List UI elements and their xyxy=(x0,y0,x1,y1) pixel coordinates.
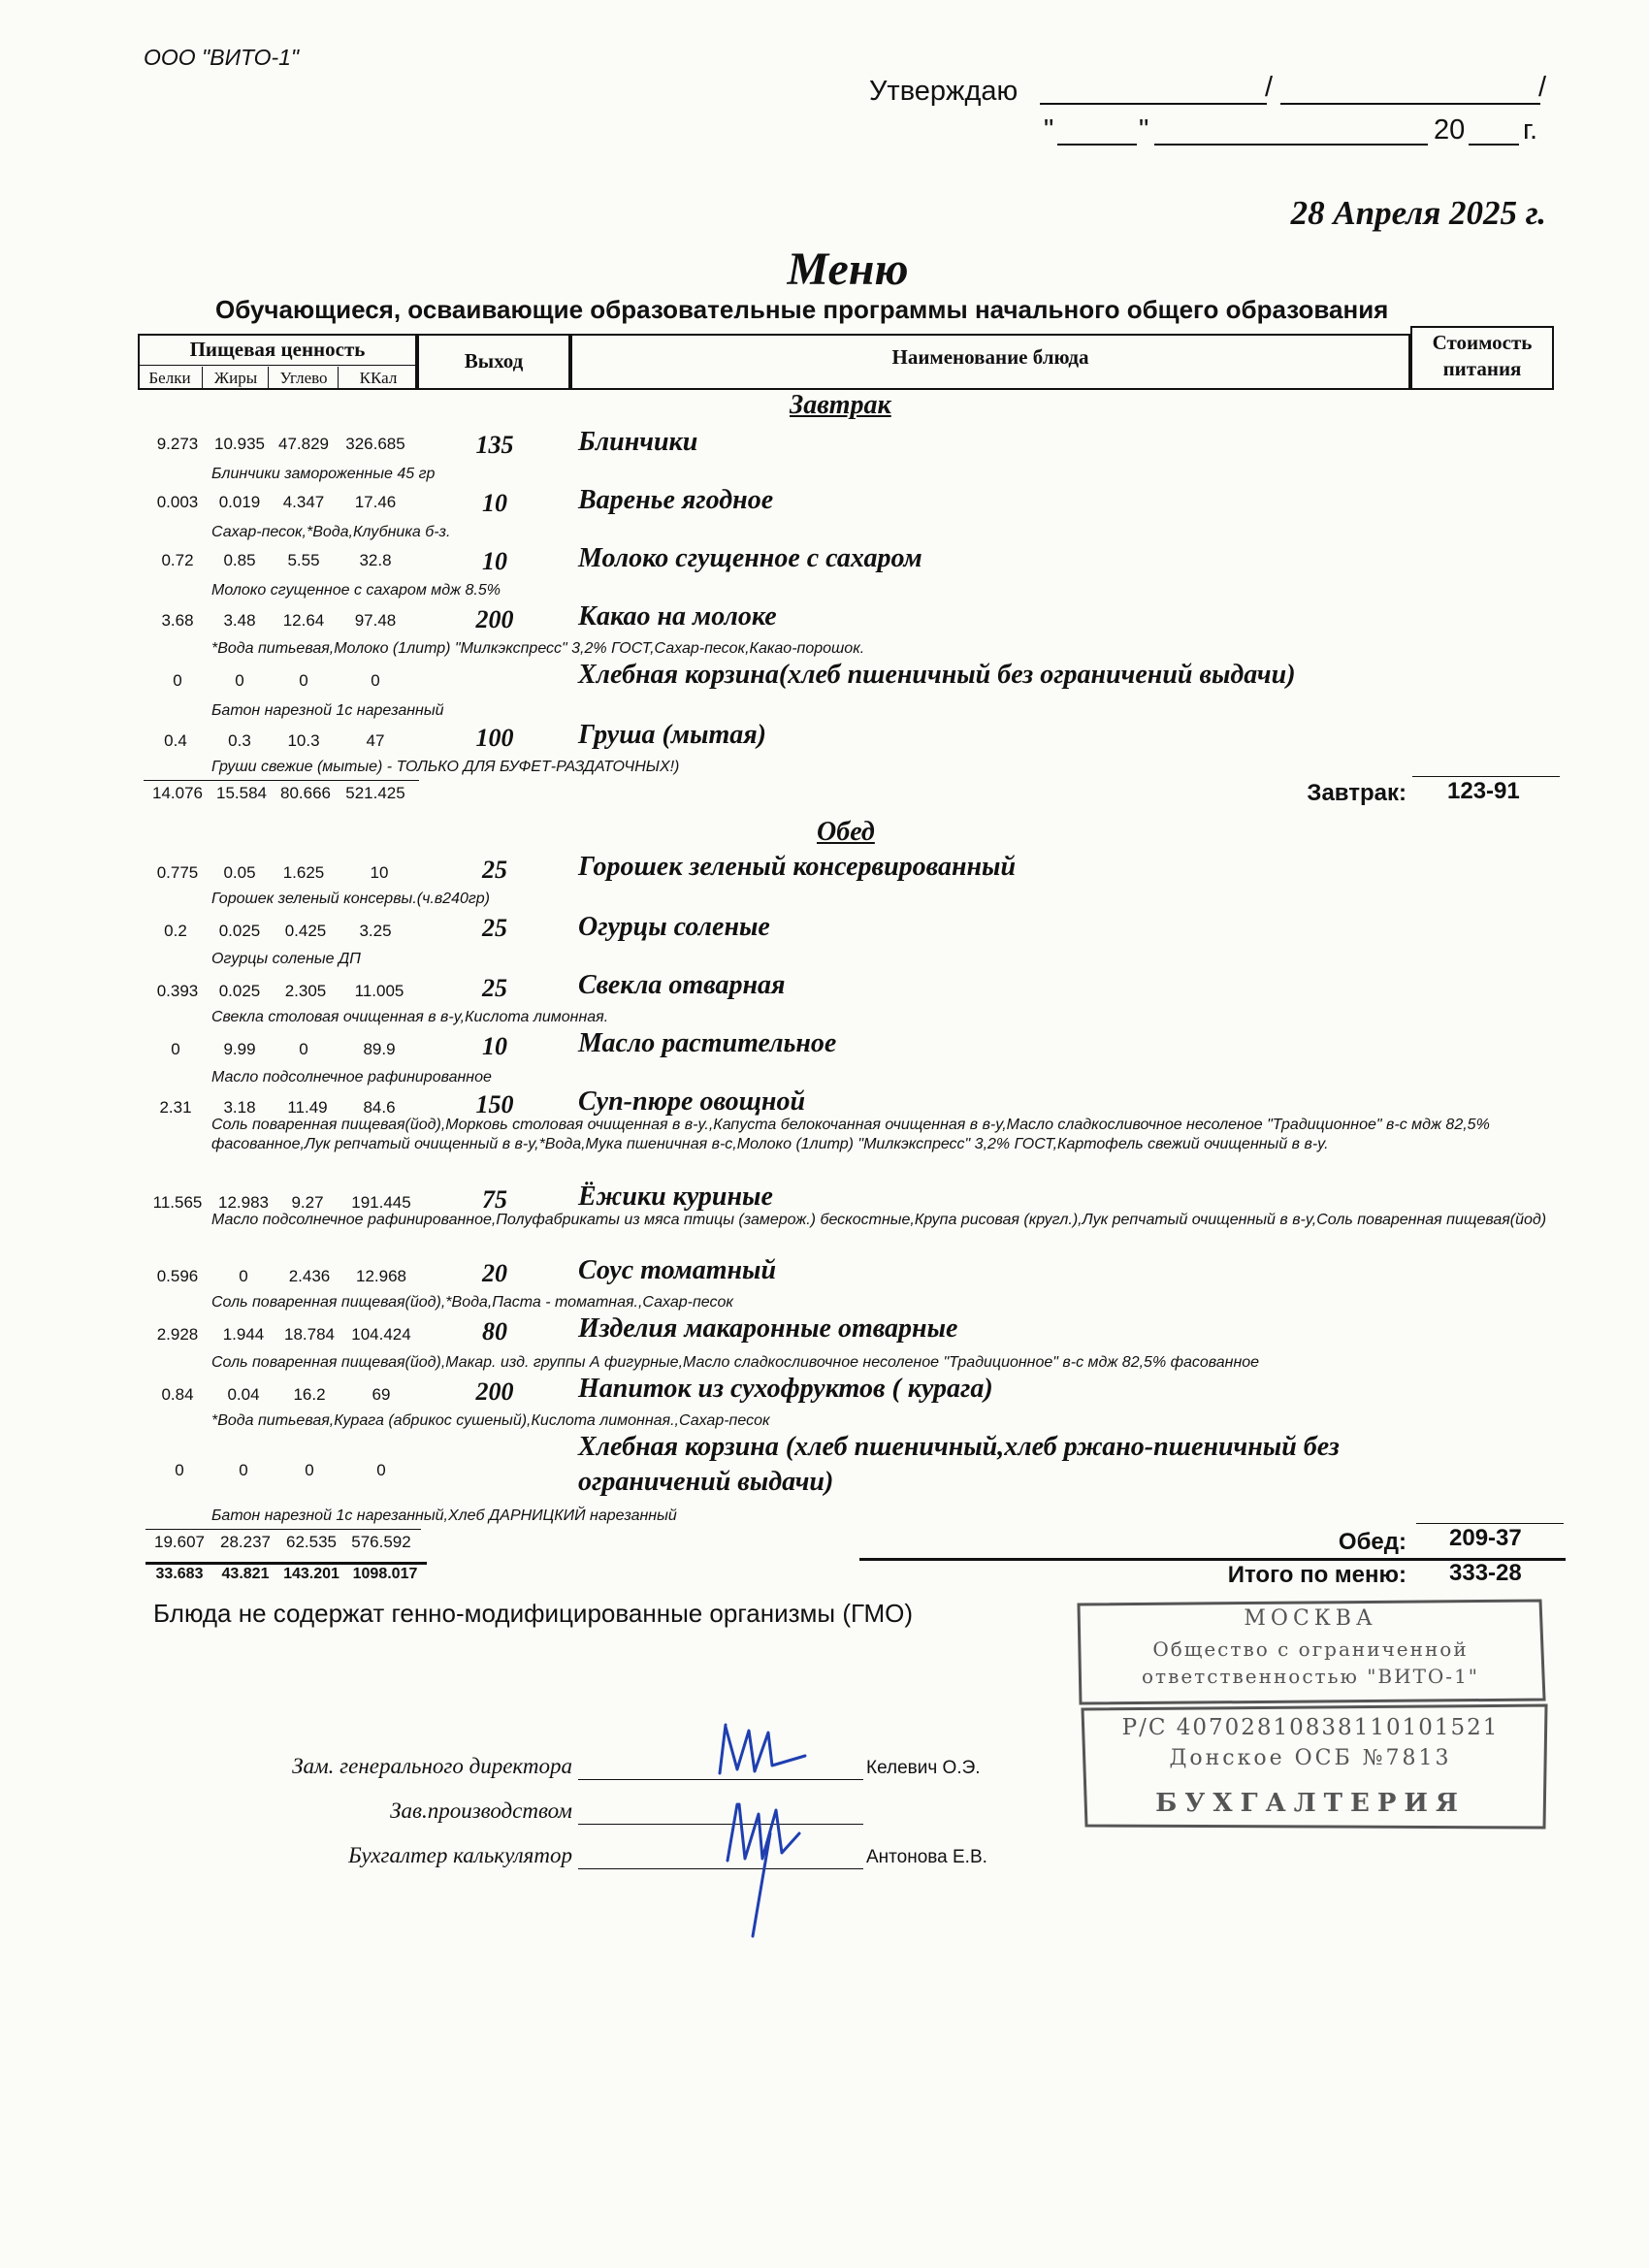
row-carbs: 16.2 xyxy=(293,1385,326,1404)
row-output: 10 xyxy=(482,489,507,517)
row-output: 25 xyxy=(482,974,507,1002)
dish-ingredients: Соль поваренная пищевая(йод),Макар. изд. группы А фигурные,Масло сладкосливочное несоленое "Традиционное" в-с мдж 82,5% фасованное xyxy=(211,1354,1260,1371)
row-output: 25 xyxy=(482,914,507,942)
row-carbs: 0 xyxy=(299,1040,308,1058)
dish-ingredients: Горошек зеленый консервы.(ч.в240гр) xyxy=(211,891,490,907)
col-fats: Жиры xyxy=(213,369,258,387)
row-proteins: 0.84 xyxy=(161,1385,194,1404)
total-proteins: 14.076 xyxy=(152,784,203,802)
row-fats: 12.983 xyxy=(218,1193,269,1212)
row-kcal: 3.25 xyxy=(359,922,392,940)
stamp-bank: Донское ОСБ №7813 xyxy=(1169,1746,1452,1770)
row-kcal: 89.9 xyxy=(363,1040,396,1058)
gmo-note: Блюда не содержат генно-модифицированные организмы (ГМО) xyxy=(153,1599,913,1628)
row-fats: 9.99 xyxy=(223,1040,256,1058)
row-output: 150 xyxy=(475,1090,514,1118)
dish-ingredients: Сахар-песок,*Вода,Клубника б-з. xyxy=(211,524,451,540)
date-quote-open: " xyxy=(1044,114,1054,146)
grand-total-fats: 43.821 xyxy=(221,1566,270,1582)
total-carbs: 62.535 xyxy=(286,1533,337,1551)
row-fats: 0 xyxy=(239,1267,248,1285)
row-output: 75 xyxy=(482,1185,507,1214)
dish-name: Какао на молоке xyxy=(578,601,777,632)
dish-ingredients: Батон нарезной 1с нарезанный xyxy=(211,702,444,719)
dish-ingredients: Молоко сгущенное с сахаром мдж 8.5% xyxy=(211,582,501,599)
row-fats: 0.019 xyxy=(218,493,261,511)
stamp-line1: Общество с ограниченной xyxy=(1152,1637,1469,1661)
row-proteins: 2.928 xyxy=(156,1325,199,1344)
grand-total-carbs: 143.201 xyxy=(283,1566,340,1582)
total-carbs: 80.666 xyxy=(280,784,331,802)
row-carbs: 47.829 xyxy=(278,435,329,453)
row-carbs: 12.64 xyxy=(282,611,325,630)
year-suffix: г. xyxy=(1523,114,1538,146)
dish-name: Ёжики куриные xyxy=(578,1182,773,1212)
total-fats: 28.237 xyxy=(220,1533,271,1551)
signature-name: Келевич О.Э. xyxy=(866,1758,981,1778)
row-kcal: 0 xyxy=(371,671,380,690)
dish-name: Суп-пюре овощной xyxy=(578,1086,806,1117)
total-kcal: 521.425 xyxy=(345,784,405,802)
row-proteins: 0.4 xyxy=(164,731,187,750)
row-proteins: 0.596 xyxy=(156,1267,199,1285)
dish-ingredients: Масло подсолнечное рафинированное,Полуфабрикаты из мяса птицы (замерож.) бескостные,Крупа рисовая (кругл.),Лук репчатый очищенный в в-у,Соль поваренная пищевая(йод) xyxy=(211,1212,1547,1228)
stamp-city: МОСКВА xyxy=(1244,1606,1377,1631)
row-fats: 0.85 xyxy=(223,551,256,569)
row-carbs: 1.625 xyxy=(282,863,325,882)
dish-ingredients: *Вода питьевая,Молоко (1литр) "Милкэкспресс" 3,2% ГОСТ,Сахар-песок,Какао-порошок. xyxy=(211,640,865,657)
grand-total-proteins: 33.683 xyxy=(155,1566,204,1582)
breakfast-sum-label: Завтрак: xyxy=(1307,780,1406,806)
date-month-line xyxy=(1154,144,1428,146)
row-carbs: 2.436 xyxy=(288,1267,331,1285)
dish-ingredients: Масло подсолнечное рафинированное xyxy=(211,1069,492,1085)
row-kcal: 47 xyxy=(366,731,385,750)
year-prefix: 20 xyxy=(1434,114,1466,146)
dish-ingredients: Огурцы соленые ДП xyxy=(211,951,361,967)
dish-name: Соус томатный xyxy=(578,1255,777,1285)
row-proteins: 9.273 xyxy=(156,435,199,453)
row-proteins: 0.393 xyxy=(156,982,199,1000)
breakfast-sum-line xyxy=(1412,776,1560,777)
row-kcal: 10 xyxy=(370,863,389,882)
row-proteins: 0 xyxy=(175,1461,184,1479)
row-fats: 0.025 xyxy=(218,982,261,1000)
dish-ingredients: Свекла столовая очищенная в в-у,Кислота лимонная. xyxy=(211,1009,609,1025)
lunch-sum-value: 209-37 xyxy=(1449,1525,1522,1551)
row-carbs: 0 xyxy=(299,671,308,690)
dish-name: Напиток из сухофруктов ( курага) xyxy=(578,1374,993,1404)
row-proteins: 0.2 xyxy=(164,922,187,940)
row-output: 200 xyxy=(475,605,514,633)
breakfast-sum-value: 123-91 xyxy=(1447,778,1520,804)
handwritten-signature xyxy=(698,1717,815,1950)
row-output: 135 xyxy=(475,431,514,459)
row-proteins: 0.003 xyxy=(156,493,199,511)
total-proteins: 19.607 xyxy=(154,1533,205,1551)
stamp-line2: ответственностью "ВИТО-1" xyxy=(1141,1665,1479,1688)
dish-ingredients: *Вода питьевая,Курага (абрикос сушеный),Кислота лимонная.,Сахар-песок xyxy=(211,1412,770,1429)
col-proteins: Белки xyxy=(148,369,191,387)
menu-date: 28 Апреля 2025 г. xyxy=(1290,194,1546,232)
grand-total-kcal: 1098.017 xyxy=(352,1566,418,1582)
row-fats: 0.025 xyxy=(218,922,261,940)
date-quote-close: " xyxy=(1139,114,1149,146)
lunch-sum-line xyxy=(1416,1523,1564,1524)
row-kcal: 17.46 xyxy=(354,493,397,511)
cost-header: Стоимость питания xyxy=(1432,331,1533,380)
row-carbs: 10.3 xyxy=(287,731,320,750)
row-carbs: 5.55 xyxy=(287,551,320,569)
total-kcal: 576.592 xyxy=(351,1533,411,1551)
row-proteins: 0 xyxy=(171,1040,180,1058)
dish-name: Изделия макаронные отварные xyxy=(578,1313,958,1344)
row-carbs: 0.425 xyxy=(284,922,327,940)
output-header: Выход xyxy=(464,349,524,373)
row-output: 80 xyxy=(482,1317,507,1345)
dish-name: Груша (мытая) xyxy=(578,720,766,750)
page-title: Меню xyxy=(787,243,909,295)
row-proteins: 11.565 xyxy=(152,1193,203,1212)
dish-name: Хлебная корзина(хлеб пшеничный без ограничений выдачи) xyxy=(578,660,1296,690)
dish-name: Огурцы соленые xyxy=(578,912,770,942)
dish-name: Варенье ягодное xyxy=(578,485,774,515)
row-fats: 1.944 xyxy=(222,1325,265,1344)
breakfast-totals-line xyxy=(144,780,419,781)
row-fats: 3.18 xyxy=(223,1098,256,1117)
row-output: 10 xyxy=(482,1032,507,1060)
row-fats: 0.04 xyxy=(227,1385,260,1404)
row-proteins: 2.31 xyxy=(159,1098,192,1117)
row-carbs: 9.27 xyxy=(291,1193,324,1212)
date-year-line xyxy=(1469,144,1519,146)
row-kcal: 104.424 xyxy=(351,1325,411,1344)
row-output: 20 xyxy=(482,1259,507,1287)
row-kcal: 326.685 xyxy=(345,435,405,453)
approve-slash-2: / xyxy=(1538,72,1547,103)
dish-ingredients: Груши свежие (мытые) - ТОЛЬКО ДЛЯ БУФЕТ-РАЗДАТОЧНЫХ!) xyxy=(211,759,680,775)
col-divider xyxy=(268,367,269,390)
row-fats: 10.935 xyxy=(214,435,265,453)
row-carbs: 18.784 xyxy=(284,1325,335,1344)
row-kcal: 69 xyxy=(372,1385,391,1404)
row-kcal: 32.8 xyxy=(359,551,392,569)
row-kcal: 97.48 xyxy=(354,611,397,630)
row-fats: 0.3 xyxy=(228,731,251,750)
signature-name: Антонова Е.В. xyxy=(866,1847,987,1867)
dish-name: Молоко сгущенное с сахаром xyxy=(578,543,922,573)
approve-label: Утверждаю xyxy=(869,76,1018,107)
row-kcal: 12.968 xyxy=(356,1267,406,1285)
dish-ingredients: Батон нарезной 1с нарезанный,Хлеб ДАРНИЦКИЙ нарезанный xyxy=(211,1507,677,1524)
grand-sum-label: Итого по меню: xyxy=(1227,1562,1406,1588)
row-proteins: 0 xyxy=(173,671,182,690)
row-fats: 0.05 xyxy=(223,863,256,882)
dish-name: Горошек зеленый консервированный xyxy=(578,852,1017,882)
row-carbs: 11.49 xyxy=(287,1098,328,1117)
page-subtitle: Обучающиеся, осваивающие образовательные программы начального общего образования xyxy=(215,295,1389,324)
row-kcal: 191.445 xyxy=(351,1193,411,1212)
approve-slash-1: / xyxy=(1265,72,1274,103)
nutrition-header: Пищевая ценность xyxy=(189,338,366,361)
row-fats: 3.48 xyxy=(223,611,256,630)
dish-name: Масло растительное xyxy=(578,1028,837,1058)
signature-role: Зав.производством xyxy=(390,1798,572,1823)
dish-ingredients: Блинчики замороженные 45 гр xyxy=(211,466,436,482)
row-kcal: 84.6 xyxy=(363,1098,396,1117)
approve-line-1 xyxy=(1040,103,1267,105)
row-carbs: 4.347 xyxy=(282,493,325,511)
row-output: 200 xyxy=(475,1377,514,1406)
col-divider xyxy=(202,367,203,390)
row-output: 10 xyxy=(482,547,507,575)
dish-name: Свекла отварная xyxy=(578,970,786,1000)
dish-ingredients: Соль поваренная пищевая(йод),*Вода,Паста - томатная.,Сахар-песок xyxy=(211,1294,733,1311)
signature-role: Зам. генерального директора xyxy=(292,1754,572,1778)
organization-name: ООО "ВИТО-1" xyxy=(144,45,300,70)
lunch-sum-label: Обед: xyxy=(1338,1529,1406,1555)
col-kcal: ККал xyxy=(359,369,398,387)
row-proteins: 3.68 xyxy=(161,611,194,630)
date-day-line xyxy=(1057,144,1137,146)
row-fats: 0 xyxy=(235,671,244,690)
row-carbs: 2.305 xyxy=(284,982,327,1000)
approve-line-2 xyxy=(1280,103,1540,105)
grand-sum-value: 333-28 xyxy=(1449,1560,1522,1586)
section-breakfast: Завтрак xyxy=(790,390,891,420)
lunch-totals-line xyxy=(146,1529,421,1530)
signature-role: Бухгалтер калькулятор xyxy=(348,1843,572,1867)
total-fats: 15.584 xyxy=(216,784,267,802)
row-proteins: 0.775 xyxy=(156,863,199,882)
row-carbs: 0 xyxy=(305,1461,314,1479)
row-output: 25 xyxy=(482,856,507,884)
stamp-account: Р/С 40702810838110101521 xyxy=(1121,1715,1500,1740)
grand-totals-line xyxy=(146,1562,427,1565)
row-kcal: 0 xyxy=(376,1461,386,1479)
section-lunch: Обед xyxy=(817,817,875,847)
dish-ingredients: Соль поваренная пищевая(йод),Морковь столовая очищенная в в-у.,Капуста белокочанная очищенная в в-у,Масло сладкосливочное несоленое "Традиционное" в-с мдж 82,5% фасованное,Лук репчатый очищенный в в-у,*Вода,Мука пшеничная в-с,Молоко (1литр) "Милкэкспресс" 3,2% ГОСТ,Картофель свежий очищенный в в-у. xyxy=(211,1117,1490,1152)
dish-name: Блинчики xyxy=(578,427,698,457)
stamp-dept: БУХГАЛТЕРИЯ xyxy=(1155,1789,1466,1818)
row-kcal: 11.005 xyxy=(354,982,404,1000)
col-carbs: Углево xyxy=(279,369,328,387)
dish-header: Наименование блюда xyxy=(891,345,1089,369)
row-proteins: 0.72 xyxy=(161,551,194,569)
accounting-stamp xyxy=(1073,1599,1548,1831)
row-output: 100 xyxy=(475,724,514,752)
dish-name: Хлебная корзина (хлеб пшеничный,хлеб ржано-пшеничный без ограничений выдачи) xyxy=(578,1432,1340,1497)
col-divider xyxy=(338,367,339,390)
row-fats: 0 xyxy=(239,1461,248,1479)
